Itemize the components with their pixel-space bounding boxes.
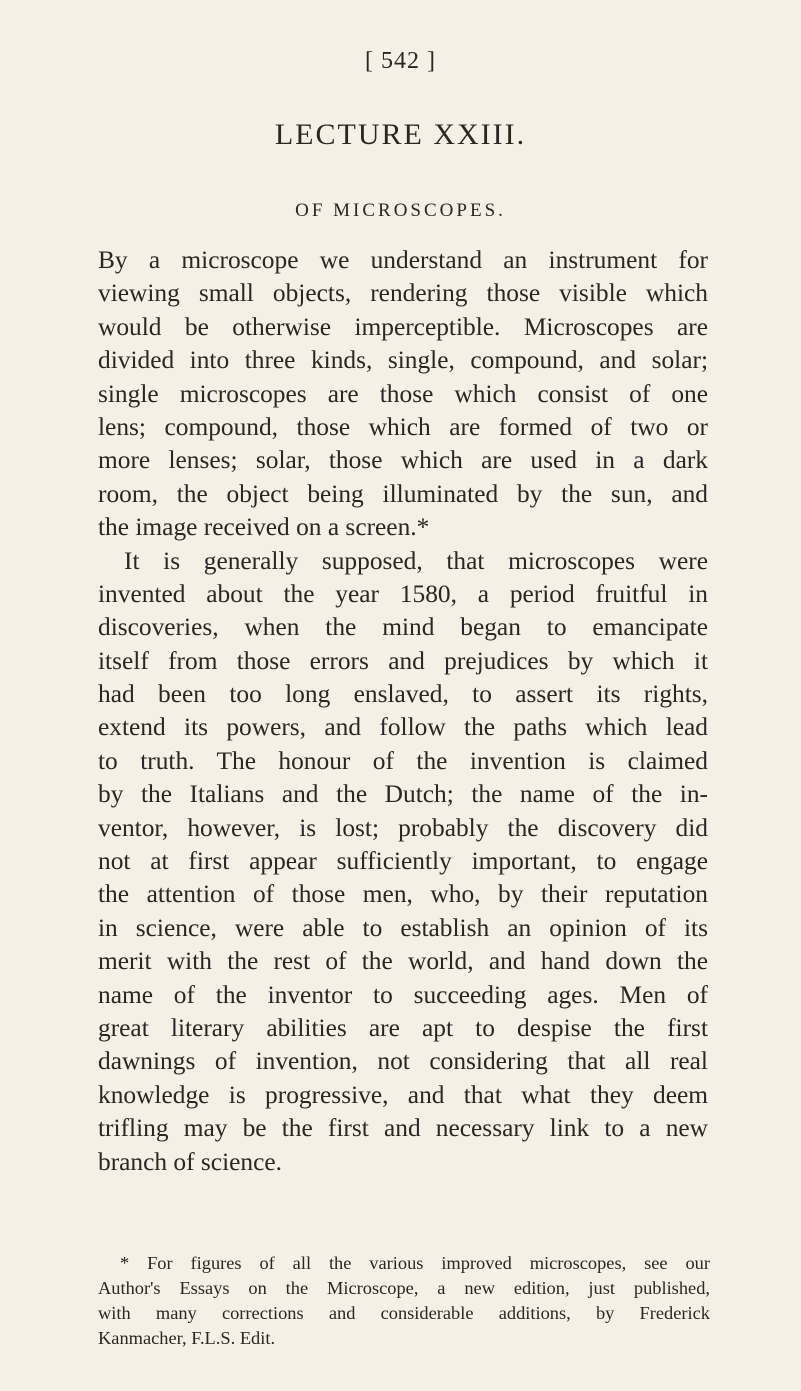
body-line: It is generally supposed, that microscopes were <box>124 546 708 575</box>
body-line: knowledge is progressive, and that what they deem <box>98 1080 708 1109</box>
page-number: [ 542 ] <box>365 48 436 74</box>
body-line: by the Italians and the Dutch; the name of the in- <box>98 780 708 809</box>
body-line: had been too long enslaved, to assert its rights, <box>98 680 708 709</box>
footnote-line: Kanmacher, F.L.S. Edit. <box>98 1328 276 1348</box>
chapter-subtitle: OF MICROSCOPES. <box>295 200 506 221</box>
footnote <box>98 1251 710 1351</box>
body-line: the image received on a screen.* <box>98 513 430 542</box>
footnote-line: Author's Essays on the Microscope, a new edition, just published, <box>98 1278 710 1298</box>
body-line: itself from those errors and prejudices by which it <box>98 646 708 675</box>
body-line: extend its powers, and follow the paths which lead <box>98 713 708 742</box>
body-line: viewing small objects, rendering those visible which <box>98 279 708 308</box>
body-line: lens; compound, those which are formed of two or <box>98 412 708 441</box>
body-line: branch of science. <box>98 1147 282 1176</box>
body-line: name of the inventor to succeeding ages. Men of <box>98 980 708 1009</box>
footnote-line: * For figures of all the various improved microscopes, see our <box>120 1253 710 1273</box>
body-line: divided into three kinds, single, compound, and solar; <box>98 346 708 375</box>
body-line: merit with the rest of the world, and hand down the <box>98 947 708 976</box>
lecture-heading: LECTURE XXIII. <box>274 118 527 151</box>
body-line: dawnings of invention, not considering that all real <box>98 1047 708 1076</box>
footnote-line: with many corrections and considerable additions, by Frederick <box>98 1303 710 1323</box>
body-line: ventor, however, is lost; probably the discovery did <box>98 813 708 842</box>
body-line: room, the object being illuminated by the sun, and <box>98 479 708 508</box>
body-line: great literary abilities are apt to despise the first <box>98 1013 708 1042</box>
body-line: single microscopes are those which consist of one <box>98 379 708 408</box>
body-line: invented about the year 1580, a period fruitful in <box>98 579 708 608</box>
body-line: discoveries, when the mind began to emancipate <box>98 613 708 642</box>
body-line: would be otherwise imperceptible. Microscopes are <box>98 312 708 341</box>
body-text <box>98 244 708 1179</box>
body-line: more lenses; solar, those which are used in a dark <box>98 446 708 475</box>
body-line: in science, were able to establish an opinion of its <box>98 913 708 942</box>
body-line: the attention of those men, who, by their reputation <box>98 880 708 909</box>
body-line: not at first appear sufficiently important, to engage <box>98 847 708 876</box>
body-line: By a microscope we understand an instrument for <box>98 246 708 274</box>
body-line: to truth. The honour of the invention is claimed <box>98 746 708 775</box>
body-line: trifling may be the first and necessary link to a new <box>98 1114 708 1143</box>
